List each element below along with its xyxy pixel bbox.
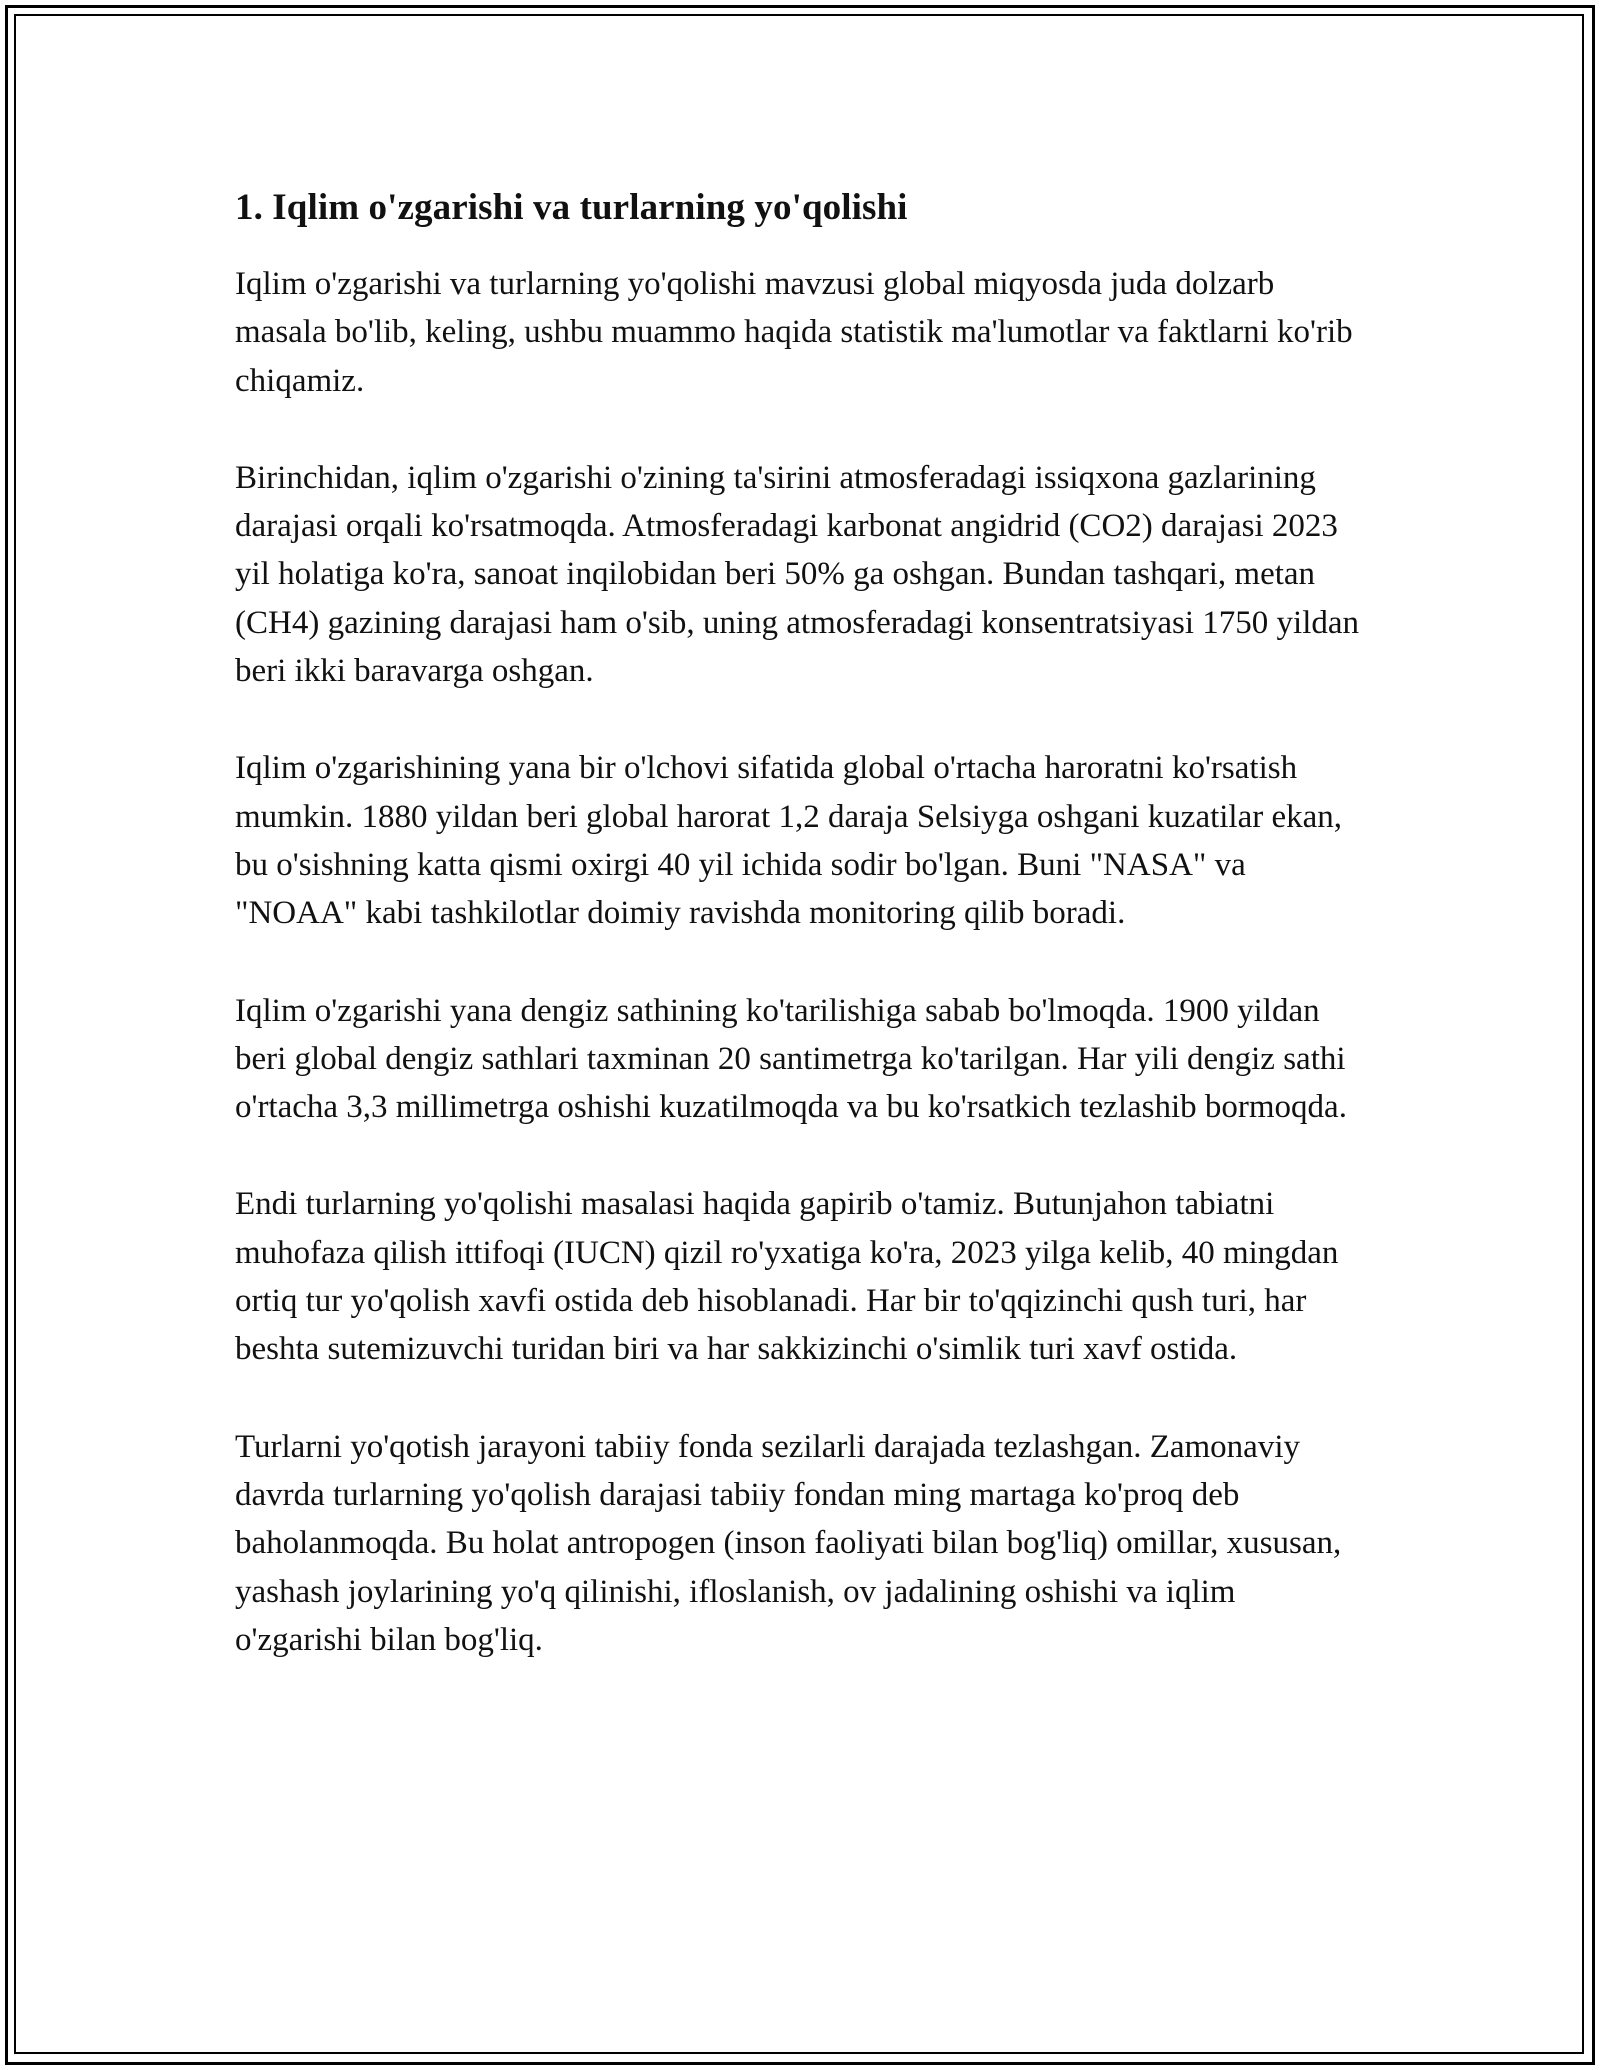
document-title: 1. Iqlim o'zgarishi va turlarning yo'qolishi [235,187,908,228]
paragraph-species-loss: Endi turlarning yo'qolishi masalasi haqida gapirib o'tamiz. Butunjahon tabiatni muhofaza qilish ittifoqi (IUCN) qizil ro'yxatiga ko'ra, 2023 yilga kelib, 40 mingdan ortiq tur yo'qolish xavfi ostida deb hisoblanadi. Har bir to'qqizinchi qush turi, har beshta sutemizuvchi turidan biri va har sakkizinchi o'simlik turi xavf ostida. [235,1186,1339,1368]
paragraph-sea-level: Iqlim o'zgarishi yana dengiz sathining ko'tarilishiga sabab bo'lmoqda. 1900 yildan beri global dengiz sathlari taxminan 20 santimetrga ko'tarilgan. Har yili dengiz sathi o'rtacha 3,3 millimetrga oshishi kuzatilmoqda va bu ko'rsatkich tezlashib bormoqda. [235,992,1347,1126]
paragraph-intro: Iqlim o'zgarishi va turlarning yo'qolishi mavzusi global miqyosda juda dolzarb masala bo'lib, keling, ushbu muammo haqida statistik ma'lumotlar va faktlarni ko'rib chiqamiz. [235,266,1353,399]
paragraph-extinction-rate: Turlarni yo'qotish jarayoni tabiiy fonda sezilarli darajada tezlashgan. Zamonaviy davrda turlarning yo'qolish darajasi tabiiy fondan ming martaga ko'proq deb baholanmoqda. Bu holat antropogen (inson faoliyati bilan bog'liq) omillar, xususan, yashash joylarining yo'q qilinishi, ifloslanish, ov jadalining oshishi va iqlim o'zgarishi bilan bog'liq. [235,1428,1342,1658]
paragraph-global-temperature: Iqlim o'zgarishining yana bir o'lchovi sifatida global o'rtacha haroratni ko'rsatish mumkin. 1880 yildan beri global harorat 1,2 daraja Selsiyga oshgani kuzatilar ekan, bu o'sishning katta qismi oxirgi 40 yil ichida sodir bo'lgan. Buni "NASA" va "NOAA" kabi tashkilotlar doimiy ravishda monitoring qilib boradi. [235,750,1343,932]
document-body [235,184,1365,1713]
paragraph-greenhouse-gases: Birinchidan, iqlim o'zgarishi o'zining ta'sirini atmosferadagi issiqxona gazlarining darajasi orqali ko'rsatmoqda. Atmosferadagi karbonat angidrid (CO2) darajasi 2023 yil holatiga ko'ra, sanoat inqilobidan beri 50% ga oshgan. Bundan tashqari, metan (CH4) gazining darajasi ham o'sib, uning atmosferadagi konsentratsiyasi 1750 yildan beri ikki baravarga oshgan. [235,459,1360,690]
